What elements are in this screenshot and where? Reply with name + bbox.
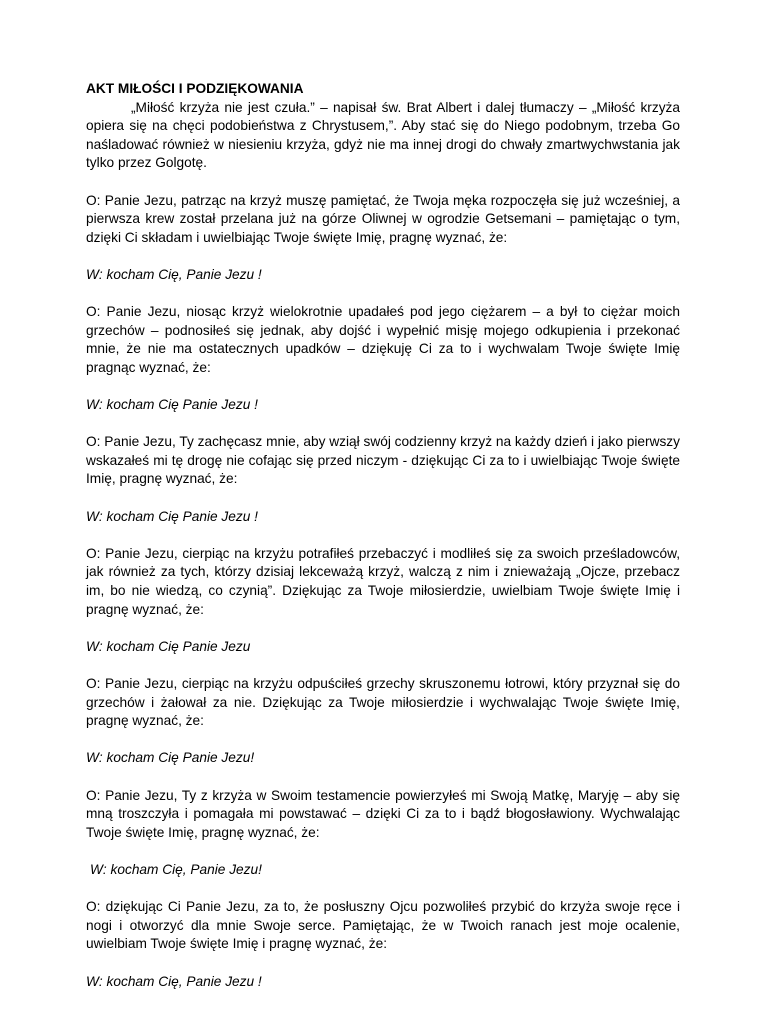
response-line-1: W: kocham Cię, Panie Jezu ! — [86, 266, 262, 282]
response-line-3: W: kocham Cię Panie Jezu ! — [86, 508, 258, 524]
response-line-5: W: kocham Cię Panie Jezu! — [86, 750, 255, 766]
document-page — [86, 80, 680, 1010]
prayer-paragraph-3: O: Panie Jezu, Ty zachęcasz mnie, aby wziął swój codzienny krzyż na każdy dzień i jako pierwszy wskazałeś mi tę drogę nie cofając się przed niczym - dziękując Ci za to i uwielbiając Twoje święte Imię, pragnę wyznać, że: — [86, 434, 680, 487]
prayer-paragraph-1: O: Panie Jezu, patrząc na krzyż muszę pamiętać, że Twoja męka rozpoczęła się już wcześniej, a pierwsza krew został przelana już na górze Oliwnej w ogrodzie Getsemani – pamiętając o tym, dzięki Ci składam i uwielbiając Twoje święte Imię, pragnę wyznać, że: — [86, 192, 680, 245]
response-line-4: W: kocham Cię Panie Jezu — [86, 638, 251, 654]
prayer-paragraph-4: O: Panie Jezu, cierpiąc na krzyżu potrafiłeś przebaczyć i modliłeś się za swoich prześladowców, jak również za tych, którzy dzisiaj lekceważą krzyż, walczą z nim i znieważają „Ojcze, przebacz im, bo nie wiedzą, co czynią”. Dziękując za Twoje miłosierdzie, uwielbiam Twoje święte Imię i pragnę wyznać, że: — [86, 545, 680, 617]
response-line-6: W: kocham Cię, Panie Jezu! — [90, 861, 262, 877]
document-title: AKT MIŁOŚCI I PODZIĘKOWANIA — [86, 81, 304, 96]
prayer-paragraph-2: O: Panie Jezu, niosąc krzyż wielokrotnie upadałeś pod jego ciężarem – a był to ciężar moich grzechów – podnosiłeś się jednak, aby dojść i wypełnić misję mojego odkupienia i przekonać mnie, że nie ma ostatecznych upadków – dziękuję Ci za to i wychwalam Twoje święte Imię pragnąc wyznać, że: — [86, 304, 680, 375]
prayer-paragraph-5: O: Panie Jezu, cierpiąc na krzyżu odpuściłeś grzechy skruszonemu łotrowi, który przyznał się do grzechów i żałował za nie. Dziękując za Twoje miłosierdzie i wychwalając Twoje święte Imię, pragnę wyznać, że: — [86, 676, 680, 729]
prayer-paragraph-7: O: dziękując Ci Panie Jezu, za to, że posłuszny Ojcu pozwoliłeś przybić do krzyża swoje ręce i nogi i otworzyć dla mnie Swoje serce. Pamiętając, że w Twoich ranach jest moje ocalenie, uwielbiam Twoje święte Imię i pragnę wyznać, że: — [86, 899, 680, 952]
intro-paragraph: „Miłość krzyża nie jest czuła.” – napisał św. Brat Albert i dalej tłumaczy – „Miłość krzyża opiera się na chęci podobieństwa z Chrystusem,”. Aby stać się do Niego podobnym, trzeba Go naśladować również w niesieniu krzyża, gdyż nie ma innej drogi do chwały zmartwychwstania jak tylko przez Golgotę. — [86, 99, 680, 171]
response-line-2: W: kocham Cię Panie Jezu ! — [86, 397, 258, 413]
response-line-7: W: kocham Cię, Panie Jezu ! — [86, 973, 262, 989]
prayer-paragraph-6: O: Panie Jezu, Ty z krzyża w Swoim testamencie powierzyłeś mi Swoją Matkę, Maryję – aby się mną troszczyła i pomagała mi powstawać – dzięki Ci za to i bądź błogosławiony. Wychwalając Twoje święte Imię, pragnę wyznać, że: — [86, 787, 680, 840]
